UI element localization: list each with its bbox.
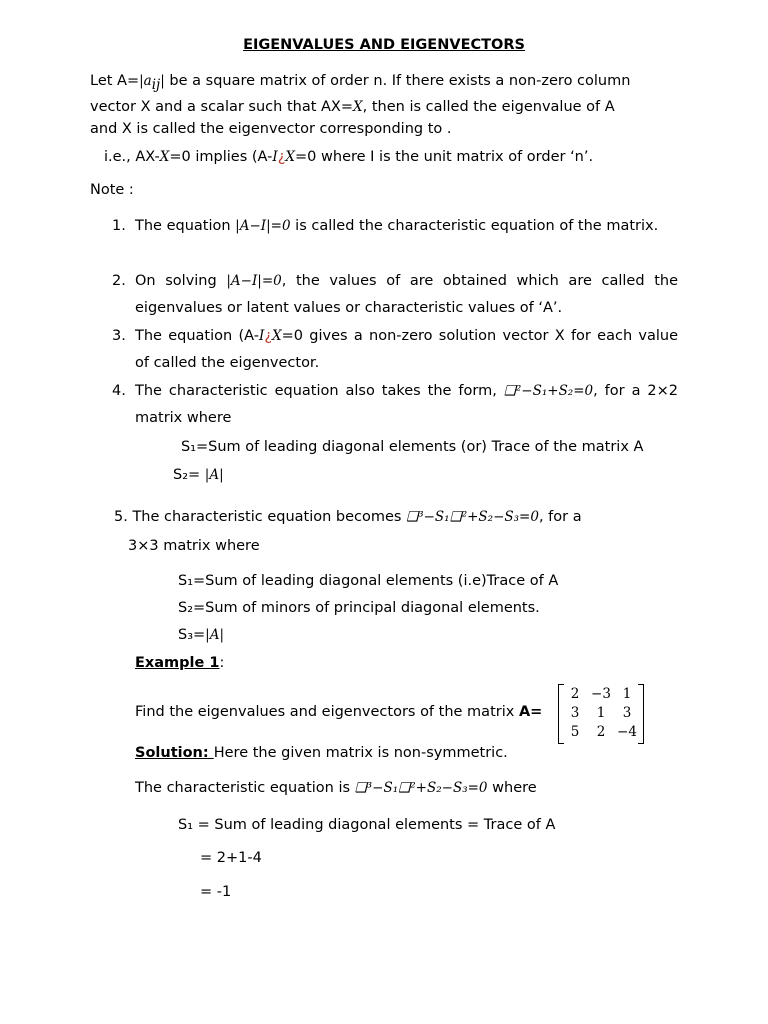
solution-s1: S₁ = Sum of leading diagonal elements = Trace of A: [178, 817, 556, 833]
page-title: EIGENVALUES AND EIGENVECTORS: [243, 37, 525, 53]
matrix-right-bracket: [638, 684, 644, 744]
example-heading: Example 1:: [135, 655, 225, 671]
solution-step2: = -1: [200, 884, 232, 900]
matrix-cell: 5: [570, 723, 580, 740]
ie-statement: i.e., AX-X=0 implies (A-I¿X=0 where I is the unit matrix of order ‘n’.: [104, 149, 594, 165]
matrix-cell: 1: [596, 704, 606, 721]
characteristic-equation-line: The characteristic equation is ❑³−S₁❑²+S₂−S₃=0 where: [135, 780, 537, 796]
matrix-cell: 3: [622, 704, 632, 721]
matrix-cell: 2: [570, 685, 580, 702]
matrix-cell: −3: [591, 685, 611, 702]
solution-line: Solution: Here the given matrix is non-symmetric.: [135, 745, 508, 761]
list-item: 1. The equation |A−I|=0 is called the characteristic equation of the matrix.: [112, 218, 659, 234]
matrix-cell: 2: [596, 723, 606, 740]
matrix-cell: 1: [622, 685, 632, 702]
item5-line2: 3×3 matrix where: [128, 538, 260, 554]
matrix-cell: 3: [570, 704, 580, 721]
matrix-a: [558, 684, 644, 742]
list-item: 2. On solving |A−I|=0, the values of are obtained which are called the eigenvalues or latent values or characteristic values of ‘A’.: [112, 273, 678, 316]
item5-s3: S₃=|A|: [178, 627, 225, 643]
item4-s2: S₂= |A|: [173, 467, 224, 483]
list-item: 4. The characteristic equation also takes the form, ❑²−S₁+S₂=0, for a 2×2 matrix where: [112, 383, 678, 426]
list-item: 3. The equation (A-I¿X=0 gives a non-zero solution vector X for each value of called the eigenvector.: [112, 328, 679, 371]
item5-s1: S₁=Sum of leading diagonal elements (i.e)Trace of A: [178, 573, 559, 589]
note-label: Note :: [90, 182, 134, 198]
matrix-grid: [562, 684, 640, 741]
example-question: Find the eigenvalues and eigenvectors of the matrix A=: [135, 704, 543, 720]
matrix-cell: −4: [617, 723, 637, 740]
intro-paragraph: Let $A=|a_{ij}|$ be a square matrix of order n. If there exists a non-zero column vector X and a scalar such that AX=X, then is called the eigenvalue of A and X is called the eigenvector corresponding to .: [90, 73, 631, 137]
item5-s2: S₂=Sum of minors of principal diagonal elements.: [178, 600, 540, 616]
solution-step1: = 2+1-4: [200, 850, 262, 866]
item4-s1: S₁=Sum of leading diagonal elements (or) Trace of the matrix A: [181, 439, 644, 455]
item5-line1: 5. The characteristic equation becomes ❑³−S₁❑²+S₂−S₃=0, for a: [114, 509, 582, 525]
